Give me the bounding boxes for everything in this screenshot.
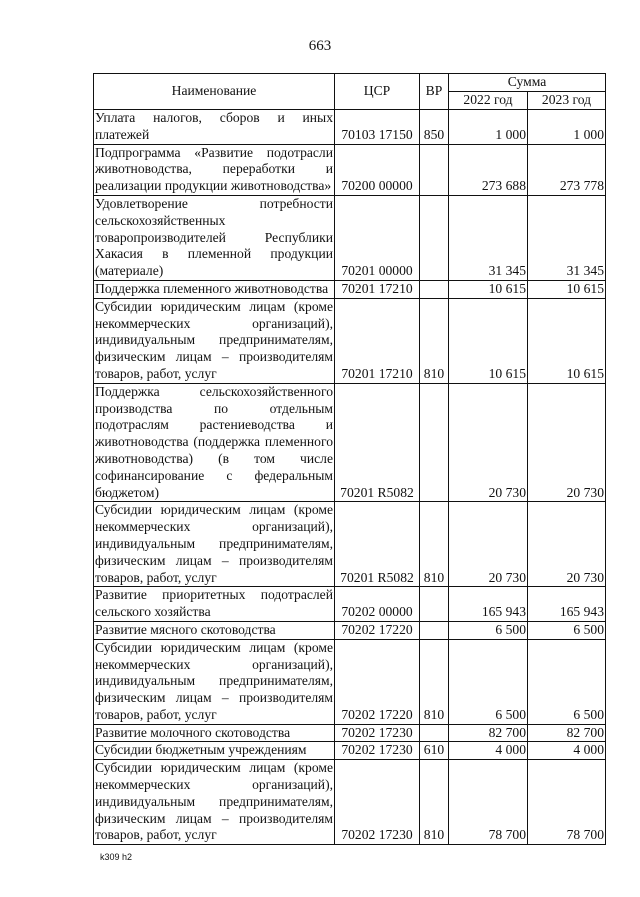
row-name: Развитие молочного скотоводства [94,724,335,742]
row-name: Подпрограмма «Развитие подотрасли животноводства, переработки и реализации продукции животноводства» [94,144,335,195]
row-vr [420,621,449,639]
row-csr: 70202 00000 [335,587,420,622]
row-csr: 70103 17150 [335,110,420,145]
row-csr: 70202 17220 [335,639,420,724]
table-row [94,639,606,724]
row-sum-2022: 20 730 [449,502,528,587]
row-sum-2023: 273 778 [528,144,606,195]
row-sum-2023: 20 730 [528,502,606,587]
row-name: Субсидии юридическим лицам (кроме некоммерческих организаций), индивидуальным предпринимателям, физическим лицам – производителям товаров, работ, услуг [94,298,335,383]
row-name: Субсидии бюджетным учреждениям [94,742,335,760]
table-row [94,502,606,587]
row-sum-2023: 82 700 [528,724,606,742]
row-vr: 810 [420,298,449,383]
row-sum-2023: 10 615 [528,298,606,383]
row-name: Уплата налогов, сборов и иных платежей [94,110,335,145]
row-sum-2022: 31 345 [449,195,528,280]
table-row [94,195,606,280]
row-sum-2023: 78 700 [528,760,606,845]
row-vr: 850 [420,110,449,145]
row-vr [420,280,449,298]
row-sum-2023: 31 345 [528,195,606,280]
row-vr: 810 [420,760,449,845]
row-sum-2022: 6 500 [449,621,528,639]
table-row [94,742,606,760]
budget-table [93,73,606,845]
table-row [94,144,606,195]
table-row [94,110,606,145]
row-name: Развитие мясного скотоводства [94,621,335,639]
header-csr: ЦСР [335,74,420,110]
header-year-2023: 2023 год [528,92,606,110]
row-csr: 70202 17220 [335,621,420,639]
row-sum-2022: 165 943 [449,587,528,622]
row-vr: 810 [420,502,449,587]
row-sum-2022: 82 700 [449,724,528,742]
row-vr: 810 [420,639,449,724]
header-vr: ВР [420,74,449,110]
table-row [94,280,606,298]
row-sum-2023: 1 000 [528,110,606,145]
row-sum-2022: 10 615 [449,280,528,298]
table-row [94,383,606,502]
row-csr: 70201 00000 [335,195,420,280]
row-sum-2023: 10 615 [528,280,606,298]
row-vr [420,195,449,280]
table-row [94,298,606,383]
row-name: Субсидии юридическим лицам (кроме некоммерческих организаций), индивидуальным предпринимателям, физическим лицам – производителям товаров, работ, услуг [94,760,335,845]
row-csr: 70201 17210 [335,280,420,298]
row-vr: 610 [420,742,449,760]
row-sum-2022: 4 000 [449,742,528,760]
row-csr: 70202 17230 [335,760,420,845]
row-vr [420,383,449,502]
row-vr [420,144,449,195]
table-row [94,760,606,845]
row-csr: 70200 00000 [335,144,420,195]
row-sum-2023: 6 500 [528,639,606,724]
row-csr: 70201 R5082 [335,383,420,502]
page-number: 663 [308,38,332,54]
row-sum-2022: 1 000 [449,110,528,145]
row-vr [420,724,449,742]
row-sum-2023: 4 000 [528,742,606,760]
header-name: Наименование [94,74,335,110]
row-sum-2023: 20 730 [528,383,606,502]
row-name: Субсидии юридическим лицам (кроме некоммерческих организаций), индивидуальным предпринимателям, физическим лицам – производителям товаров, работ, услуг [94,639,335,724]
table-row [94,587,606,622]
table-row [94,621,606,639]
row-sum-2022: 20 730 [449,383,528,502]
row-csr: 70202 17230 [335,742,420,760]
row-sum-2022: 10 615 [449,298,528,383]
document-code: k309 h2 [100,852,133,862]
row-sum-2023: 6 500 [528,621,606,639]
row-sum-2022: 273 688 [449,144,528,195]
row-sum-2022: 78 700 [449,760,528,845]
table-row [94,724,606,742]
row-name: Развитие приоритетных подотраслей сельского хозяйства [94,587,335,622]
row-name: Субсидии юридическим лицам (кроме некоммерческих организаций), индивидуальным предпринимателям, физическим лицам – производителям товаров, работ, услуг [94,502,335,587]
row-vr [420,587,449,622]
row-csr: 70201 R5082 [335,502,420,587]
row-csr: 70202 17230 [335,724,420,742]
row-csr: 70201 17210 [335,298,420,383]
row-name: Поддержка племенного животноводства [94,280,335,298]
row-name: Удовлетворение потребности сельскохозяйственных товаропроизводителей Республики Хакасия в племенной продукции (материале) [94,195,335,280]
row-sum-2022: 6 500 [449,639,528,724]
row-sum-2023: 165 943 [528,587,606,622]
header-year-2022: 2022 год [449,92,528,110]
header-sum: Сумма [449,74,606,92]
row-name: Поддержка сельскохозяйственного производства по отдельным подотраслям растениеводства и животноводства (поддержка племенного животноводства) (в том числе софинансирование с федеральным бюджетом) [94,383,335,502]
